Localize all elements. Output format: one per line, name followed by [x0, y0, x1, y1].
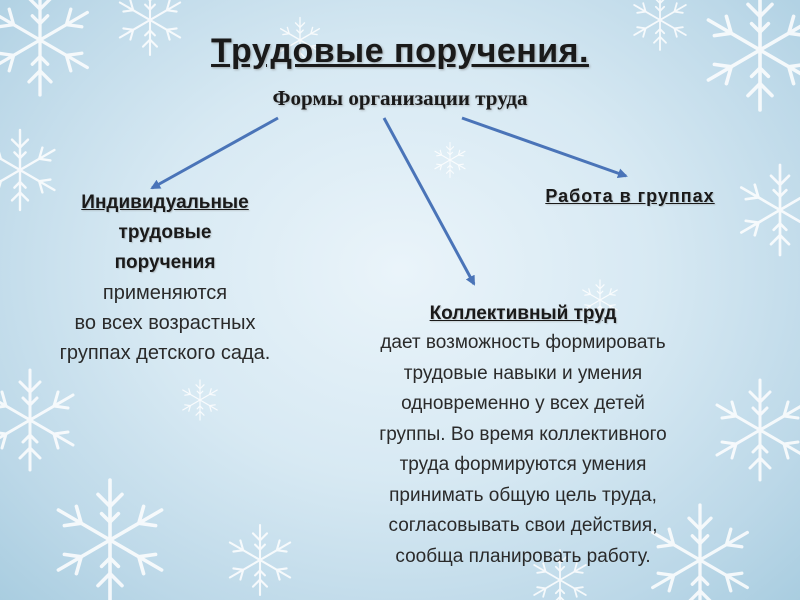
individual-body: [20, 278, 310, 368]
individual-heading-line: трудовые: [118, 222, 212, 243]
individual-block: [20, 188, 310, 368]
collective-body-line: труда формируются умения: [399, 454, 647, 475]
collective-heading: Коллективный труд: [429, 303, 617, 324]
collective-body-line: трудовые навыки и умения: [403, 362, 643, 384]
collective-body-line: согласовывать свои действия,: [388, 515, 658, 536]
slide-title: Трудовые поручения.: [211, 32, 589, 70]
individual-heading-line: Индивидуальные: [81, 192, 249, 213]
collective-body: [318, 328, 728, 572]
collective-body-line: сообща планировать работу.: [395, 545, 651, 567]
slide-subtitle: Формы организации труда: [272, 86, 528, 110]
collective-body-line: группы. Во время коллективного: [379, 423, 667, 445]
individual-body-line: применяются: [102, 282, 228, 304]
individual-body-line: группах детского сада.: [59, 342, 271, 364]
collective-body-line: одновременно у всех детей: [401, 393, 645, 414]
collective-body-line: принимать общую цель труда,: [389, 484, 657, 506]
arrow-to-groups: [462, 118, 626, 176]
arrow-to-collective: [384, 118, 474, 284]
collective-body-line: дает возможность формировать: [380, 332, 666, 353]
individual-heading-line: поручения: [114, 252, 216, 273]
individual-heading: [20, 188, 310, 278]
individual-body-line: во всех возрастных: [74, 312, 256, 334]
arrow-to-individual: [152, 118, 278, 188]
collective-block: [318, 300, 728, 572]
groups-heading: Работа в группах: [545, 186, 715, 206]
